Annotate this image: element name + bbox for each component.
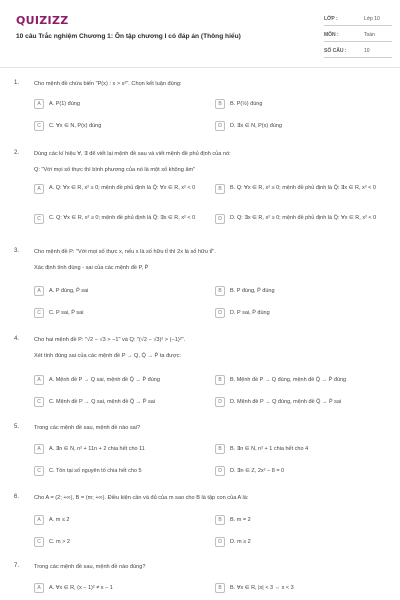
option-text: B. ∀x ∈ R, |x| < 3 ⇔ x < 3 xyxy=(230,584,294,591)
option-text: D. P sai, P̄ đúng xyxy=(230,309,270,316)
option-letter: A xyxy=(34,184,44,194)
meta-label: SỐ CÂU : xyxy=(324,48,347,54)
option-a[interactable] xyxy=(34,184,210,204)
option-text: A. P đúng, P̄ sai xyxy=(49,287,89,294)
option-letter: B xyxy=(215,515,225,525)
option-letter: A xyxy=(34,375,44,385)
question-text: Cho mệnh đề chứa biến "P(x) : x > x²". Chọn kết luận đúng: xyxy=(34,81,182,87)
option-letter: C xyxy=(34,308,44,318)
option-a[interactable] xyxy=(34,514,210,526)
question-number: 2. xyxy=(14,150,20,156)
meta-value: Toán xyxy=(364,32,375,38)
option-c[interactable] xyxy=(34,214,210,234)
question-text: Trong các mệnh đề sau, mệnh đề nào sai? xyxy=(34,425,141,431)
option-b[interactable] xyxy=(215,514,391,526)
option-letter: A xyxy=(34,515,44,525)
option-text: B. m = 2 xyxy=(230,516,251,523)
meta-row-subject xyxy=(324,29,392,42)
option-text: A. Q: ∀x ∈ R, x² ≥ 0; mệnh đề phủ định là Q̄: ∀x ∈ R, x² < 0 xyxy=(49,185,196,191)
option-c[interactable] xyxy=(34,396,210,408)
option-letter: C xyxy=(34,397,44,407)
option-letter: B xyxy=(215,375,225,385)
question-text: Cho mệnh đề P: "Với mọi số thực x, nếu x là số hữu tỉ thì 2x là số hữu tỉ". xyxy=(34,249,216,255)
option-b[interactable] xyxy=(215,184,391,204)
option-letter: B xyxy=(215,99,225,109)
question-subtext: Q: "Với mọi số thực thì bình phương của nó là một số không âm" xyxy=(34,167,196,173)
option-text: B. P đúng, P̄ đúng xyxy=(230,287,275,294)
option-text: D. ∃x ∈ N, P(x) đúng xyxy=(230,122,282,129)
option-text: B. P(½) đúng xyxy=(230,100,263,107)
option-letter: B xyxy=(215,583,225,593)
option-d[interactable] xyxy=(215,465,391,477)
option-c[interactable] xyxy=(34,120,210,132)
page-header xyxy=(0,0,400,70)
option-text: C. Q: ∀x ∈ R, x² ≥ 0; mệnh đề phủ định là Q̄: ∃x ∈ R, x² < 0 xyxy=(49,215,196,221)
option-text: C. Mệnh đề P → Q sai, mệnh đề Q̄ → P̄ sai xyxy=(49,398,155,405)
question-text: Dùng các kí hiệu ∀, ∃ để viết lại mệnh đề sau và viết mệnh đề phủ định của nó: xyxy=(34,151,231,157)
question-number: 5. xyxy=(14,424,20,430)
question-subtext: Xét tính đúng sai của các mệnh đề P → Q, Q̄ → P̄ ta được: xyxy=(34,353,181,359)
option-letter: B xyxy=(215,286,225,296)
option-text: D. Mệnh đề P → Q đúng, mệnh đề Q̄ → P̄ sai xyxy=(230,398,342,405)
option-c[interactable] xyxy=(34,536,210,548)
meta-value: 10 xyxy=(364,48,370,54)
option-letter: A xyxy=(34,99,44,109)
option-b[interactable] xyxy=(215,285,391,297)
option-a[interactable] xyxy=(34,98,210,110)
meta-row-class xyxy=(324,13,392,26)
option-letter: C xyxy=(34,466,44,476)
option-text: A. Mệnh đề P → Q sai, mệnh đề Q̄ → P̄ đúng xyxy=(49,376,160,383)
document-title: 10 câu Trắc nghiệm Chương 1: Ôn tập chương I có đáp án (Thông hiểu) xyxy=(16,33,241,40)
option-text: A. ∃n ∈ N, n² + 11n + 2 chia hết cho 11 xyxy=(49,445,145,452)
option-b[interactable] xyxy=(215,443,391,455)
option-d[interactable] xyxy=(215,307,391,319)
option-b[interactable] xyxy=(215,374,391,386)
option-d[interactable] xyxy=(215,396,391,408)
option-text: C. m > 2 xyxy=(49,538,70,545)
option-letter: D xyxy=(215,121,225,131)
option-text: D. m ≥ 2 xyxy=(230,538,251,545)
option-text: C. Tồn tại số nguyên tố chia hết cho 5 xyxy=(49,467,142,474)
question-number: 7. xyxy=(14,563,20,569)
option-text: C. P sai, P̄ sai xyxy=(49,309,84,316)
meta-panel xyxy=(324,13,392,61)
option-letter: A xyxy=(34,583,44,593)
option-text: A. ∀x ∈ R, (x − 1)² ≠ x − 1 xyxy=(49,584,113,591)
option-a[interactable] xyxy=(34,374,210,386)
option-text: B. Q: ∀x ∈ R, x² ≥ 0; mệnh đề phủ định là Q̄: ∃x ∈ R, x² < 0 xyxy=(230,185,376,191)
question-number: 6. xyxy=(14,494,20,500)
header-divider xyxy=(0,67,400,68)
meta-value: Lớp 10 xyxy=(364,16,380,22)
option-letter: B xyxy=(215,184,225,194)
meta-label: MÔN : xyxy=(324,32,339,38)
option-text: B. Mệnh đề P → Q đúng, mệnh đề Q̄ → P̄ đúng xyxy=(230,376,347,383)
question-text: Trong các mệnh đề sau, mệnh đề nào đúng? xyxy=(34,564,146,570)
option-b[interactable] xyxy=(215,582,391,594)
question-number: 4. xyxy=(14,336,20,342)
option-d[interactable] xyxy=(215,214,391,234)
option-text: B. ∃n ∈ N, n² + 1 chia hết cho 4 xyxy=(230,445,309,452)
option-d[interactable] xyxy=(215,536,391,548)
meta-row-count xyxy=(324,45,392,58)
option-letter: B xyxy=(215,444,225,454)
option-text: C. ∀x ∈ N, P(x) đúng xyxy=(49,122,102,129)
option-text: D. ∃n ∈ Z, 2x² − 8 = 0 xyxy=(230,467,285,474)
question-number: 3. xyxy=(14,248,20,254)
option-d[interactable] xyxy=(215,120,391,132)
option-letter: D xyxy=(215,466,225,476)
option-text: A. P(1) đúng xyxy=(49,100,80,107)
meta-label: LỚP : xyxy=(324,16,338,22)
quizizz-logo: QUIZIZZ xyxy=(16,14,69,27)
option-c[interactable] xyxy=(34,307,210,319)
option-b[interactable] xyxy=(215,98,391,110)
option-a[interactable] xyxy=(34,582,210,594)
option-letter: C xyxy=(34,537,44,547)
option-letter: A xyxy=(34,444,44,454)
question-text: Cho hai mệnh đề P: "√2 − √3 > −1" và Q: "(√2 − √3)² > (−1)²". xyxy=(34,337,186,343)
question-text: Cho A = (2; +∞), B = (m; +∞). Điều kiện cần và đủ của m sao cho B là tập con của A là: xyxy=(34,495,249,501)
option-text: A. m ≤ 2 xyxy=(49,516,70,523)
option-c[interactable] xyxy=(34,465,210,477)
option-a[interactable] xyxy=(34,285,210,297)
option-letter: D xyxy=(215,537,225,547)
question-subtext: Xác định tính đúng - sai của các mệnh đề P, P̄ xyxy=(34,265,149,271)
option-letter: C xyxy=(34,121,44,131)
option-letter: C xyxy=(34,214,44,224)
question-number: 1. xyxy=(14,80,20,86)
option-a[interactable] xyxy=(34,443,210,455)
option-text: D. Q: ∃x ∈ R, x² ≥ 0; mệnh đề phủ định là Q̄: ∀x ∈ R, x² < 0 xyxy=(230,215,377,221)
option-letter: D xyxy=(215,214,225,224)
option-letter: D xyxy=(215,397,225,407)
option-letter: D xyxy=(215,308,225,318)
option-letter: A xyxy=(34,286,44,296)
